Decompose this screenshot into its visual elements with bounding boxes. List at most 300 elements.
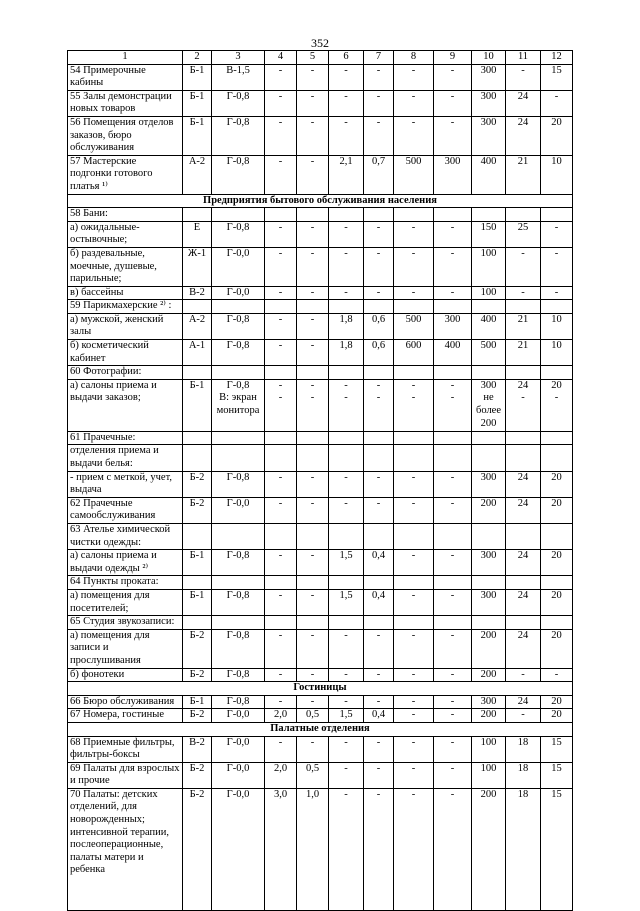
value-cell: Г-0,0: [212, 709, 265, 723]
value-cell: [297, 616, 329, 630]
value-cell: [472, 300, 506, 314]
value-cell: [329, 576, 364, 590]
value-cell: -: [265, 589, 297, 615]
value-cell: [506, 616, 541, 630]
value-cell: 1,0: [297, 788, 329, 910]
value-cell: [364, 616, 394, 630]
column-header: 8: [394, 51, 434, 65]
value-cell: 200: [472, 668, 506, 682]
value-cell: 24: [506, 550, 541, 576]
room-name-cell: 57 Мастерские подгонки готового платья ¹⁾: [68, 155, 183, 194]
value-cell: -: [329, 116, 364, 155]
value-cell: [541, 616, 573, 630]
value-cell: [212, 300, 265, 314]
value-cell: [472, 445, 506, 471]
value-cell: 10: [541, 155, 573, 194]
table-row: [68, 64, 573, 90]
column-header: 3: [212, 51, 265, 65]
value-cell: 400: [434, 340, 472, 366]
value-cell: -: [297, 589, 329, 615]
table-row: [68, 247, 573, 286]
value-cell: 15: [541, 762, 573, 788]
value-cell: -: [297, 247, 329, 286]
value-cell: -: [265, 286, 297, 300]
value-cell: [364, 208, 394, 222]
value-cell: 1,5: [329, 709, 364, 723]
value-cell: -: [297, 695, 329, 709]
value-cell: Б-2: [183, 762, 212, 788]
table-row: [68, 497, 573, 523]
column-header: 4: [265, 51, 297, 65]
value-cell: 24 -: [506, 379, 541, 431]
value-cell: [212, 616, 265, 630]
value-cell: -: [394, 695, 434, 709]
value-cell: Ж-1: [183, 247, 212, 286]
value-cell: [183, 616, 212, 630]
value-cell: [212, 431, 265, 445]
value-cell: 21: [506, 340, 541, 366]
value-cell: [329, 366, 364, 380]
column-header: 12: [541, 51, 573, 65]
value-cell: В-2: [183, 286, 212, 300]
value-cell: -: [329, 247, 364, 286]
value-cell: [472, 366, 506, 380]
value-cell: 300 не более 200: [472, 379, 506, 431]
value-cell: -: [265, 340, 297, 366]
value-cell: 20: [541, 471, 573, 497]
value-cell: -: [434, 736, 472, 762]
value-cell: Г-0,8: [212, 629, 265, 668]
value-cell: -: [434, 247, 472, 286]
column-header: 5: [297, 51, 329, 65]
room-name-cell: а) мужской, женский залы: [68, 313, 183, 339]
value-cell: -: [394, 116, 434, 155]
value-cell: [434, 300, 472, 314]
value-cell: Г-0,8: [212, 116, 265, 155]
value-cell: Г-0,8: [212, 589, 265, 615]
value-cell: 2,0: [265, 762, 297, 788]
value-cell: [434, 445, 472, 471]
value-cell: 21: [506, 313, 541, 339]
value-cell: Г-0,8: [212, 90, 265, 116]
room-name-cell: 55 Залы демонстрации новых товаров: [68, 90, 183, 116]
table-row: [68, 445, 573, 471]
value-cell: - -: [364, 379, 394, 431]
value-cell: [394, 616, 434, 630]
table-row: [68, 629, 573, 668]
table-row: [68, 286, 573, 300]
value-cell: [364, 524, 394, 550]
value-cell: Б-1: [183, 550, 212, 576]
value-cell: -: [434, 471, 472, 497]
value-cell: [265, 616, 297, 630]
value-cell: -: [434, 550, 472, 576]
value-cell: [394, 366, 434, 380]
value-cell: -: [265, 116, 297, 155]
room-name-cell: а) ожидальные-остывочные;: [68, 221, 183, 247]
value-cell: -: [394, 497, 434, 523]
value-cell: 0,4: [364, 550, 394, 576]
table-row: [68, 221, 573, 247]
room-name-cell: 62 Прачечные самообслуживания: [68, 497, 183, 523]
value-cell: -: [394, 247, 434, 286]
value-cell: 20 -: [541, 379, 573, 431]
norms-table: [67, 50, 573, 911]
value-cell: [297, 208, 329, 222]
value-cell: -: [364, 668, 394, 682]
table-header: [68, 51, 573, 65]
value-cell: 24: [506, 589, 541, 615]
column-header: 2: [183, 51, 212, 65]
table-row: [68, 550, 573, 576]
room-name-cell: 64 Пункты проката:: [68, 576, 183, 590]
value-cell: 20: [541, 709, 573, 723]
value-cell: 3,0: [265, 788, 297, 910]
value-cell: [183, 208, 212, 222]
table-row: [68, 709, 573, 723]
room-name-cell: а) салоны приема и выдачи одежды ²⁾: [68, 550, 183, 576]
value-cell: 20: [541, 550, 573, 576]
value-cell: -: [364, 695, 394, 709]
value-cell: Г-0,0: [212, 286, 265, 300]
value-cell: -: [364, 497, 394, 523]
value-cell: Б-1: [183, 379, 212, 431]
room-name-cell: б) фонотеки: [68, 668, 183, 682]
value-cell: [265, 366, 297, 380]
value-cell: -: [506, 709, 541, 723]
value-cell: 20: [541, 116, 573, 155]
value-cell: [472, 576, 506, 590]
value-cell: -: [364, 629, 394, 668]
value-cell: 24: [506, 90, 541, 116]
value-cell: Е: [183, 221, 212, 247]
value-cell: -: [434, 116, 472, 155]
value-cell: - -: [329, 379, 364, 431]
room-name-cell: 59 Парикмахерские ²⁾ :: [68, 300, 183, 314]
value-cell: 20: [541, 589, 573, 615]
table-row: [68, 788, 573, 910]
value-cell: 400: [472, 313, 506, 339]
value-cell: -: [297, 64, 329, 90]
value-cell: А-1: [183, 340, 212, 366]
value-cell: -: [297, 221, 329, 247]
value-cell: -: [364, 64, 394, 90]
value-cell: -: [329, 286, 364, 300]
value-cell: Г-0,8: [212, 313, 265, 339]
section-title: Гостиницы: [68, 682, 573, 696]
value-cell: Г-0,8: [212, 550, 265, 576]
room-name-cell: а) салоны приема и выдачи заказов;: [68, 379, 183, 431]
value-cell: - -: [434, 379, 472, 431]
value-cell: -: [329, 497, 364, 523]
value-cell: 600: [394, 340, 434, 366]
value-cell: 300: [472, 695, 506, 709]
value-cell: -: [541, 221, 573, 247]
value-cell: [506, 445, 541, 471]
table-row: [68, 300, 573, 314]
value-cell: -: [434, 497, 472, 523]
table-row: [68, 116, 573, 155]
value-cell: [297, 366, 329, 380]
value-cell: 20: [541, 629, 573, 668]
value-cell: [472, 208, 506, 222]
value-cell: [265, 300, 297, 314]
value-cell: -: [506, 668, 541, 682]
value-cell: 1,8: [329, 313, 364, 339]
value-cell: 500: [472, 340, 506, 366]
value-cell: -: [265, 90, 297, 116]
value-cell: [265, 445, 297, 471]
value-cell: -: [506, 64, 541, 90]
value-cell: -: [297, 286, 329, 300]
value-cell: -: [434, 668, 472, 682]
value-cell: 200: [472, 497, 506, 523]
value-cell: Г-0,0: [212, 762, 265, 788]
value-cell: [183, 576, 212, 590]
value-cell: [434, 366, 472, 380]
value-cell: 400: [472, 155, 506, 194]
table-row: [68, 695, 573, 709]
room-name-cell: 68 Приемные фильтры, фильтры-боксы: [68, 736, 183, 762]
value-cell: [265, 524, 297, 550]
value-cell: -: [297, 340, 329, 366]
value-cell: [212, 524, 265, 550]
value-cell: А-2: [183, 313, 212, 339]
value-cell: Г-0,8: [212, 471, 265, 497]
value-cell: -: [364, 788, 394, 910]
value-cell: - -: [394, 379, 434, 431]
value-cell: 300: [434, 313, 472, 339]
room-name-cell: 65 Студия звукозаписи:: [68, 616, 183, 630]
table-row: [68, 668, 573, 682]
value-cell: [265, 208, 297, 222]
value-cell: [394, 445, 434, 471]
value-cell: А-2: [183, 155, 212, 194]
page-number: 352: [311, 36, 329, 50]
value-cell: [434, 431, 472, 445]
section-row: [68, 682, 573, 696]
value-cell: -: [394, 709, 434, 723]
value-cell: 24: [506, 629, 541, 668]
value-cell: [506, 366, 541, 380]
value-cell: [265, 431, 297, 445]
value-cell: -: [364, 736, 394, 762]
value-cell: [506, 576, 541, 590]
value-cell: -: [297, 668, 329, 682]
column-header: 7: [364, 51, 394, 65]
value-cell: 24: [506, 471, 541, 497]
value-cell: -: [297, 313, 329, 339]
value-cell: 0,4: [364, 589, 394, 615]
value-cell: 21: [506, 155, 541, 194]
value-cell: Б-2: [183, 788, 212, 910]
section-title: Палатные отделения: [68, 722, 573, 736]
value-cell: 18: [506, 736, 541, 762]
value-cell: Г-0,8: [212, 340, 265, 366]
value-cell: -: [364, 471, 394, 497]
table-row: [68, 366, 573, 380]
value-cell: -: [265, 497, 297, 523]
value-cell: 20: [541, 497, 573, 523]
value-cell: 300: [472, 90, 506, 116]
value-cell: [541, 366, 573, 380]
table-row: [68, 616, 573, 630]
value-cell: 100: [472, 286, 506, 300]
value-cell: -: [364, 762, 394, 788]
value-cell: 300: [472, 550, 506, 576]
value-cell: -: [297, 471, 329, 497]
value-cell: 200: [472, 629, 506, 668]
value-cell: [364, 431, 394, 445]
value-cell: -: [265, 736, 297, 762]
value-cell: -: [265, 247, 297, 286]
value-cell: -: [394, 471, 434, 497]
value-cell: -: [265, 64, 297, 90]
value-cell: Б-2: [183, 497, 212, 523]
room-name-cell: 69 Палаты для взрослых и прочие: [68, 762, 183, 788]
room-name-cell: 61 Прачечные:: [68, 431, 183, 445]
value-cell: [364, 576, 394, 590]
section-row: [68, 194, 573, 208]
value-cell: [329, 431, 364, 445]
value-cell: [297, 300, 329, 314]
value-cell: 100: [472, 247, 506, 286]
value-cell: [434, 576, 472, 590]
value-cell: 500: [394, 313, 434, 339]
value-cell: -: [265, 550, 297, 576]
value-cell: 10: [541, 313, 573, 339]
value-cell: -: [434, 762, 472, 788]
value-cell: 15: [541, 64, 573, 90]
value-cell: Г-0,0: [212, 736, 265, 762]
table-row: [68, 155, 573, 194]
value-cell: Б-1: [183, 695, 212, 709]
value-cell: -: [434, 589, 472, 615]
value-cell: -: [329, 695, 364, 709]
value-cell: [183, 431, 212, 445]
table-row: [68, 524, 573, 550]
value-cell: 1,8: [329, 340, 364, 366]
value-cell: [472, 431, 506, 445]
value-cell: -: [394, 589, 434, 615]
value-cell: -: [394, 668, 434, 682]
value-cell: Г-0,8: [212, 668, 265, 682]
value-cell: [183, 300, 212, 314]
value-cell: -: [297, 736, 329, 762]
table-row: [68, 431, 573, 445]
value-cell: 24: [506, 497, 541, 523]
value-cell: Г-0,8: [212, 695, 265, 709]
value-cell: 10: [541, 340, 573, 366]
table-row: [68, 379, 573, 431]
value-cell: 100: [472, 736, 506, 762]
room-name-cell: а) помещения для записи и прослушивания: [68, 629, 183, 668]
room-name-cell: 54 Примерочные кабины: [68, 64, 183, 90]
table-row: [68, 736, 573, 762]
value-cell: -: [297, 90, 329, 116]
room-name-cell: 66 Бюро обслуживания: [68, 695, 183, 709]
table-row: [68, 471, 573, 497]
value-cell: - -: [265, 379, 297, 431]
value-cell: -: [364, 221, 394, 247]
value-cell: 18: [506, 762, 541, 788]
value-cell: -: [329, 221, 364, 247]
value-cell: [506, 431, 541, 445]
table-row: [68, 90, 573, 116]
value-cell: [434, 208, 472, 222]
room-name-cell: 63 Ателье химической чистки одежды:: [68, 524, 183, 550]
section-title: Предприятия бытового обслуживания населения: [68, 194, 573, 208]
value-cell: Б-1: [183, 116, 212, 155]
value-cell: Г-0,8: [212, 221, 265, 247]
value-cell: 300: [472, 116, 506, 155]
value-cell: [183, 445, 212, 471]
value-cell: 0,6: [364, 313, 394, 339]
value-cell: -: [329, 471, 364, 497]
value-cell: [329, 300, 364, 314]
table-row: [68, 208, 573, 222]
value-cell: -: [364, 90, 394, 116]
value-cell: Б-2: [183, 471, 212, 497]
table-row: [68, 762, 573, 788]
value-cell: [394, 208, 434, 222]
value-cell: [472, 524, 506, 550]
value-cell: [329, 208, 364, 222]
value-cell: [297, 431, 329, 445]
value-cell: Б-1: [183, 589, 212, 615]
section-row: [68, 722, 573, 736]
value-cell: [434, 524, 472, 550]
value-cell: -: [394, 90, 434, 116]
value-cell: 15: [541, 788, 573, 910]
value-cell: 100: [472, 762, 506, 788]
value-cell: 0,5: [297, 762, 329, 788]
value-cell: Г-0,0: [212, 788, 265, 910]
value-cell: -: [434, 90, 472, 116]
value-cell: [541, 431, 573, 445]
room-name-cell: 70 Палаты: детских отделений, для новорожденных; интенсивной терапии, послеоперационные, палаты матери и ребенка: [68, 788, 183, 910]
value-cell: [329, 524, 364, 550]
value-cell: 0,5: [297, 709, 329, 723]
table-row: [68, 576, 573, 590]
value-cell: 25: [506, 221, 541, 247]
value-cell: [212, 576, 265, 590]
value-cell: Г-0,0: [212, 497, 265, 523]
value-cell: 24: [506, 116, 541, 155]
value-cell: Б-2: [183, 709, 212, 723]
value-cell: -: [394, 788, 434, 910]
room-name-cell: 60 Фотографии:: [68, 366, 183, 380]
value-cell: 300: [472, 589, 506, 615]
column-header: 10: [472, 51, 506, 65]
value-cell: -: [265, 668, 297, 682]
value-cell: -: [434, 629, 472, 668]
value-cell: [506, 300, 541, 314]
value-cell: 24: [506, 695, 541, 709]
value-cell: -: [541, 668, 573, 682]
value-cell: [212, 445, 265, 471]
value-cell: 0,4: [364, 709, 394, 723]
value-cell: [394, 300, 434, 314]
value-cell: -: [394, 629, 434, 668]
value-cell: -: [329, 736, 364, 762]
value-cell: 2,1: [329, 155, 364, 194]
value-cell: 15: [541, 736, 573, 762]
value-cell: 0,7: [364, 155, 394, 194]
value-cell: Б-1: [183, 64, 212, 90]
value-cell: -: [394, 286, 434, 300]
value-cell: [472, 616, 506, 630]
